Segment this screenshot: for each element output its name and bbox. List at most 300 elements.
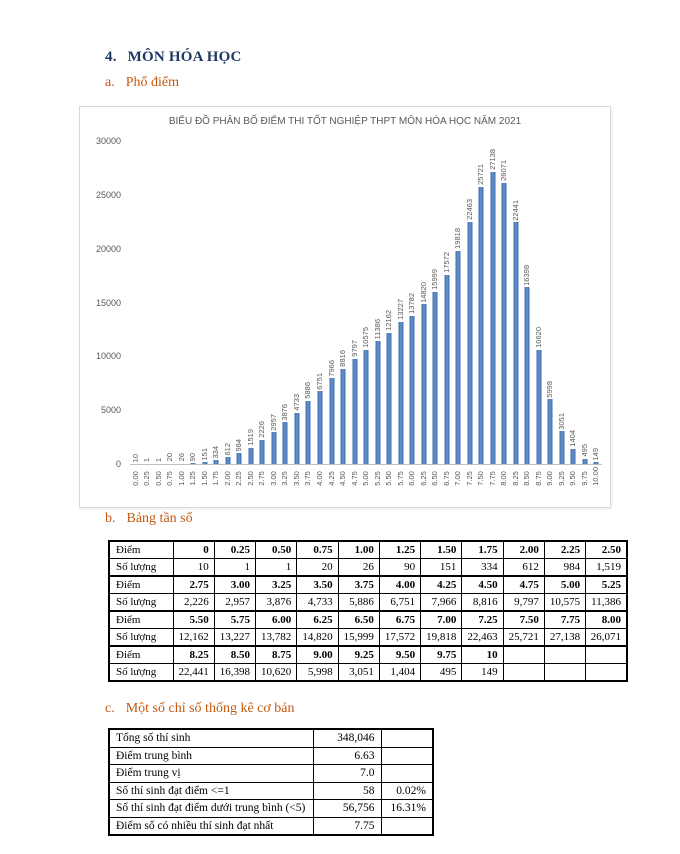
bar-value-label: 17572 (441, 251, 451, 273)
freq-value-cell: 5.00 (544, 576, 585, 594)
bar-value-label: 22463 (464, 199, 474, 221)
stats-table-row (109, 747, 433, 765)
freq-value-cell: 3.75 (338, 576, 379, 594)
x-axis-tick (533, 467, 545, 486)
freq-value-cell: 5.50 (173, 611, 214, 629)
bar-value-label: 1 (142, 457, 152, 462)
bar-value-label: 1 (153, 457, 163, 462)
freq-table-row (109, 541, 627, 559)
freq-value-cell: 8.00 (586, 611, 627, 629)
bar-value-label: 16398 (522, 264, 532, 286)
bar (214, 460, 219, 464)
bar-slot (418, 141, 430, 464)
x-axis-tick (441, 467, 453, 486)
bar (294, 413, 299, 464)
freq-value-cell: 1.25 (379, 541, 420, 559)
bar-value-label: 14820 (418, 281, 428, 303)
freq-value-cell: 4.00 (379, 576, 420, 594)
bar (444, 275, 449, 464)
freq-row-label-cell: Số lượng (109, 559, 173, 577)
bar-value-label: 151 (199, 447, 209, 461)
y-axis-tick-label: 0 (115, 459, 121, 469)
freq-value-cell: 13,227 (214, 629, 255, 647)
bar (525, 287, 530, 464)
bar-value-label: 334 (211, 445, 221, 459)
bar-value-label: 3876 (280, 403, 290, 421)
freq-table-row (109, 559, 627, 577)
x-axis-tick-label: 3.75 (303, 471, 313, 486)
x-axis-tick (142, 467, 154, 486)
freq-value-cell: 90 (379, 559, 420, 577)
bar (387, 333, 392, 464)
freq-value-cell: 6.00 (256, 611, 297, 629)
bar-slot (545, 141, 557, 464)
x-axis-tick-label: 6.50 (430, 471, 440, 486)
freq-value-cell: 3.25 (256, 576, 297, 594)
freq-value-cell (586, 646, 627, 664)
plot-area (130, 141, 602, 465)
x-axis-tick (579, 467, 591, 486)
x-axis-tick-label: 5.75 (395, 471, 405, 486)
stats-label-cell: Điểm trung bình (109, 747, 313, 765)
bar-slot (395, 141, 407, 464)
freq-value-cell: 3.00 (214, 576, 255, 594)
freq-value-cell: 5,998 (297, 664, 338, 682)
x-axis-tick-label: 4.25 (326, 471, 336, 486)
x-axis-tick-label: 8.50 (522, 471, 532, 486)
stats-percent-cell: 0.02% (381, 782, 433, 800)
bar-slot (337, 141, 349, 464)
x-axis-tick (188, 467, 200, 486)
x-axis-tick-label: 6.25 (418, 471, 428, 486)
freq-value-cell: 495 (421, 664, 462, 682)
chart-title: BIỂU ĐỒ PHÂN BỐ ĐIỂM THI TỐT NGHIỆP THPT MÔN HÓA HỌC NĂM 2021 (168, 116, 522, 127)
bar-slot (372, 141, 384, 464)
freq-value-cell: 1 (256, 559, 297, 577)
x-axis-tick-label: 7.00 (453, 471, 463, 486)
bar-value-label: 9797 (349, 339, 359, 357)
freq-value-cell: 151 (421, 559, 462, 577)
freq-value-cell: 9.00 (297, 646, 338, 664)
stats-value-cell: 58 (313, 782, 381, 800)
bar-value-label: 984 (234, 438, 244, 452)
bar (479, 187, 484, 464)
bar (582, 459, 587, 464)
bar-value-label: 27138 (487, 148, 497, 170)
y-axis-tick-label: 10000 (95, 351, 121, 362)
bar (260, 440, 265, 464)
bar (433, 292, 438, 464)
freq-value-cell: 2.75 (173, 576, 214, 594)
freq-value-cell: 4,733 (297, 594, 338, 612)
section-number: 4. (105, 49, 117, 65)
bar-value-label: 26071 (499, 160, 509, 182)
bar-value-label: 8816 (338, 350, 348, 368)
bar-value-label: 11386 (372, 319, 382, 340)
bar-slot (165, 141, 177, 464)
x-axis-tick (326, 467, 338, 486)
bar-slot (568, 141, 580, 464)
freq-value-cell: 26 (338, 559, 379, 577)
freq-value-cell: 8.25 (173, 646, 214, 664)
stats-label-cell: Điểm số có nhiều thí sinh đạt nhất (109, 817, 313, 835)
freq-table-row (109, 576, 627, 594)
x-axis-tick (234, 467, 246, 486)
bar-value-label: 26 (176, 453, 186, 462)
bar (318, 391, 323, 464)
x-axis-tick (475, 467, 487, 486)
freq-row-label-cell: Số lượng (109, 664, 173, 682)
bar (283, 422, 288, 464)
bar-value-label: 1404 (568, 430, 578, 447)
x-axis-tick-label: 2.25 (234, 471, 244, 486)
stats-table (108, 728, 434, 836)
freq-value-cell: 13,782 (256, 629, 297, 647)
bar-slot (522, 141, 534, 464)
x-axis-tick (464, 467, 476, 486)
x-axis-tick-label: 2.50 (245, 471, 255, 486)
freq-value-cell: 22,441 (173, 664, 214, 682)
x-axis-tick (130, 467, 142, 486)
x-axis-tick (245, 467, 257, 486)
freq-value-cell: 11,386 (586, 594, 627, 612)
x-axis-tick (222, 467, 234, 486)
x-axis-tick-label: 7.75 (487, 471, 497, 486)
stats-percent-cell (381, 729, 433, 747)
stats-value-cell: 6.63 (313, 747, 381, 765)
freq-table-row (109, 646, 627, 664)
bar-slot (349, 141, 361, 464)
bar-value-label: 15999 (430, 268, 440, 290)
bar-slot (556, 141, 568, 464)
stats-percent-cell (381, 765, 433, 783)
bar (490, 172, 495, 464)
x-axis-tick (522, 467, 534, 486)
freq-value-cell: 0.25 (214, 541, 255, 559)
freq-value-cell: 1.50 (421, 541, 462, 559)
freq-value-cell: 16,398 (214, 664, 255, 682)
x-axis-tick-label: 5.50 (384, 471, 394, 486)
freq-row-label-cell: Điểm (109, 611, 173, 629)
bar-slot (234, 141, 246, 464)
bar (559, 431, 564, 464)
y-axis (80, 136, 126, 469)
stats-table-row (109, 729, 433, 747)
bar-slot (441, 141, 453, 464)
y-axis-tick-label: 5000 (100, 405, 121, 416)
x-axis-tick (199, 467, 211, 486)
x-axis-tick-label: 8.75 (533, 471, 543, 486)
freq-value-cell (503, 646, 544, 664)
x-axis-tick-label: 2.00 (222, 471, 232, 486)
freq-value-cell: 7.00 (421, 611, 462, 629)
x-axis-tick (556, 467, 568, 486)
bar-slot (314, 141, 326, 464)
bar-slot (429, 141, 441, 464)
section-title: MÔN HÓA HỌC (127, 49, 242, 65)
freq-value-cell: 27,138 (544, 629, 585, 647)
freq-value-cell: 4.50 (462, 576, 503, 594)
bar-slot (499, 141, 511, 464)
freq-value-cell: 2.25 (544, 541, 585, 559)
freq-row-label-cell: Điểm (109, 541, 173, 559)
bar (421, 304, 426, 464)
x-axis-tick-label: 8.00 (499, 471, 509, 486)
freq-value-cell: 1.75 (462, 541, 503, 559)
x-axis-tick-label: 7.50 (476, 471, 486, 486)
bar-slot (280, 141, 292, 464)
x-axis-tick (452, 467, 464, 486)
freq-value-cell (544, 664, 585, 682)
freq-value-cell: 9.75 (421, 646, 462, 664)
x-axis-tick (303, 467, 315, 486)
freq-value-cell: 4.75 (503, 576, 544, 594)
stats-value-cell: 56,756 (313, 800, 381, 818)
subsection-c-title: Một số chỉ số thống kê cơ bản (125, 701, 295, 716)
bar-slot (130, 141, 142, 464)
bar-slot (153, 141, 165, 464)
bar-slot (579, 141, 591, 464)
freq-value-cell: 612 (503, 559, 544, 577)
bar (571, 449, 576, 464)
x-axis-tick-label: 10.00 (591, 467, 601, 486)
stats-label-cell: Số thí sinh đạt điểm dưới trung bình (<5) (109, 800, 313, 818)
stats-value-cell: 7.0 (313, 765, 381, 783)
bar-slot (268, 141, 280, 464)
x-axis-tick-label: 1.00 (176, 471, 186, 486)
freq-value-cell (586, 664, 627, 682)
bar-slot (245, 141, 257, 464)
x-axis-tick (545, 467, 557, 486)
bar (248, 448, 253, 464)
bar-value-label: 495 (579, 444, 589, 457)
stats-percent-cell (381, 747, 433, 765)
stats-label-cell: Điểm trung vị (109, 765, 313, 783)
bar-value-label: 3051 (556, 412, 566, 430)
freq-value-cell (503, 664, 544, 682)
stats-table-row (109, 782, 433, 800)
bar-slot (176, 141, 188, 464)
subsection-b-letter: b. (105, 511, 116, 526)
subsection-c-letter: c. (105, 701, 115, 716)
freq-value-cell: 20 (297, 559, 338, 577)
y-axis-tick-label: 25000 (95, 189, 121, 200)
frequency-table (108, 540, 628, 682)
freq-value-cell: 25,721 (503, 629, 544, 647)
x-axis-tick (153, 467, 165, 486)
bar-slot (257, 141, 269, 464)
bar-value-label: 19818 (453, 227, 463, 249)
freq-table-row (109, 594, 627, 612)
freq-value-cell: 15,999 (338, 629, 379, 647)
x-axis-tick-label: 0.75 (165, 471, 175, 486)
bar-value-label: 5998 (545, 380, 555, 398)
freq-value-cell: 9,797 (503, 594, 544, 612)
subsection-b-heading (105, 511, 193, 527)
x-axis-tick-label: 0.25 (142, 471, 152, 486)
freq-row-label-cell: Điểm (109, 576, 173, 594)
x-axis-tick (372, 467, 384, 486)
freq-value-cell: 6.25 (297, 611, 338, 629)
freq-value-cell: 1,404 (379, 664, 420, 682)
freq-value-cell: 17,572 (379, 629, 420, 647)
stats-label-cell: Tổng số thí sinh (109, 729, 313, 747)
freq-value-cell: 0.50 (256, 541, 297, 559)
stats-value-cell: 7.75 (313, 817, 381, 835)
freq-value-cell: 1.00 (338, 541, 379, 559)
x-axis-tick-label: 8.25 (510, 471, 520, 486)
freq-value-cell: 3,051 (338, 664, 379, 682)
bar (364, 350, 369, 464)
freq-value-cell: 334 (462, 559, 503, 577)
bar-slot (487, 141, 499, 464)
x-axis-tick (360, 467, 372, 486)
bar-value-label: 13782 (407, 292, 417, 314)
bar-slot (222, 141, 234, 464)
freq-value-cell: 5,886 (338, 594, 379, 612)
freq-value-cell: 7.75 (544, 611, 585, 629)
subsection-a-letter: a. (105, 75, 115, 90)
bar-slot (211, 141, 223, 464)
x-axis-tick-label: 2.75 (257, 471, 267, 486)
freq-value-cell: 10 (173, 559, 214, 577)
freq-value-cell: 1,519 (586, 559, 627, 577)
freq-value-cell: 12,162 (173, 629, 214, 647)
freq-value-cell: 8.75 (256, 646, 297, 664)
x-axis-tick-label: 9.25 (556, 471, 566, 486)
freq-value-cell: 10,620 (256, 664, 297, 682)
x-axis (130, 467, 602, 486)
x-axis-tick-label: 6.75 (441, 471, 451, 486)
freq-table-row (109, 611, 627, 629)
bar (536, 350, 541, 464)
x-axis-tick (337, 467, 349, 486)
x-axis-tick-label: 4.00 (315, 471, 324, 486)
bar (202, 462, 207, 464)
freq-value-cell: 8,816 (462, 594, 503, 612)
score-distribution-chart (79, 106, 611, 508)
bar (225, 457, 230, 464)
bar-slot (533, 141, 545, 464)
freq-value-cell: 2,957 (214, 594, 255, 612)
bar-value-label: 22441 (510, 199, 520, 221)
bar (467, 222, 472, 464)
freq-value-cell: 5.25 (586, 576, 627, 594)
x-axis-tick (487, 467, 499, 486)
subsection-a-heading (105, 75, 179, 91)
bar (306, 401, 311, 464)
bar-value-label: 13227 (395, 298, 405, 320)
freq-value-cell: 6,751 (379, 594, 420, 612)
bar-value-label: 10620 (533, 326, 543, 348)
x-axis-tick-label: 3.00 (268, 471, 278, 486)
freq-value-cell: 6.75 (379, 611, 420, 629)
x-axis-tick (291, 467, 303, 486)
x-axis-tick-label: 5.00 (361, 471, 371, 486)
x-axis-tick-label: 1.25 (188, 471, 198, 486)
x-axis-tick (165, 467, 177, 486)
bar (410, 316, 415, 464)
x-axis-tick (268, 467, 280, 486)
freq-table-row (109, 629, 627, 647)
bar (191, 463, 196, 464)
x-axis-tick (591, 467, 603, 486)
bar (329, 378, 334, 464)
x-axis-tick (395, 467, 407, 486)
bar (548, 399, 553, 464)
freq-value-cell: 7.25 (462, 611, 503, 629)
x-axis-tick (280, 467, 292, 486)
bar-slot (452, 141, 464, 464)
bar (502, 183, 507, 464)
bar-slot (383, 141, 395, 464)
freq-value-cell: 2.00 (503, 541, 544, 559)
bar-slot (360, 141, 372, 464)
bar-slot (303, 141, 315, 464)
freq-value-cell: 26,071 (586, 629, 627, 647)
freq-row-label-cell: Số lượng (109, 629, 173, 647)
freq-value-cell: 8.50 (214, 646, 255, 664)
y-axis-tick-label: 20000 (95, 243, 121, 254)
freq-value-cell: 9.50 (379, 646, 420, 664)
stats-percent-cell: 16.31% (381, 800, 433, 818)
x-axis-tick (383, 467, 395, 486)
freq-value-cell (544, 646, 585, 664)
x-axis-tick (176, 467, 188, 486)
x-axis-tick-label: 9.50 (568, 471, 578, 486)
freq-value-cell: 149 (462, 664, 503, 682)
freq-row-label-cell: Điểm (109, 646, 173, 664)
bar-slot (291, 141, 303, 464)
stats-value-cell: 348,046 (313, 729, 381, 747)
freq-value-cell: 7,966 (421, 594, 462, 612)
stats-percent-cell (381, 817, 433, 835)
stats-table-row (109, 817, 433, 835)
y-axis-tick-label: 30000 (95, 136, 121, 146)
bar-value-label: 12162 (384, 310, 394, 332)
x-axis-tick (211, 467, 223, 486)
freq-value-cell: 7.50 (503, 611, 544, 629)
x-axis-tick (510, 467, 522, 486)
bar-value-label: 1519 (245, 428, 255, 446)
stats-label-cell: Số thí sinh đạt điểm <=1 (109, 782, 313, 800)
bar-value-label: 20 (165, 453, 175, 462)
freq-value-cell: 6.50 (338, 611, 379, 629)
bar-value-label: 149 (591, 447, 601, 461)
x-axis-tick (349, 467, 361, 486)
x-axis-tick-label: 3.25 (280, 471, 290, 486)
bar (513, 222, 518, 464)
bar-value-label: 10575 (361, 327, 371, 349)
y-axis-tick-label: 15000 (95, 297, 121, 308)
freq-value-cell: 2,226 (173, 594, 214, 612)
bar (375, 341, 380, 464)
freq-value-cell: 14,820 (297, 629, 338, 647)
x-axis-tick-label: 4.50 (338, 471, 348, 486)
x-axis-tick (257, 467, 269, 486)
bar-slot (464, 141, 476, 464)
stats-table-row (109, 765, 433, 783)
x-axis-tick (418, 467, 430, 486)
bar (271, 432, 276, 464)
x-axis-tick (314, 467, 326, 486)
freq-value-cell: 984 (544, 559, 585, 577)
x-axis-tick-label: 9.75 (579, 471, 589, 486)
freq-row-label-cell: Số lượng (109, 594, 173, 612)
bar-value-label: 90 (188, 452, 198, 461)
bar-slot (591, 141, 603, 464)
freq-value-cell: 0.75 (297, 541, 338, 559)
